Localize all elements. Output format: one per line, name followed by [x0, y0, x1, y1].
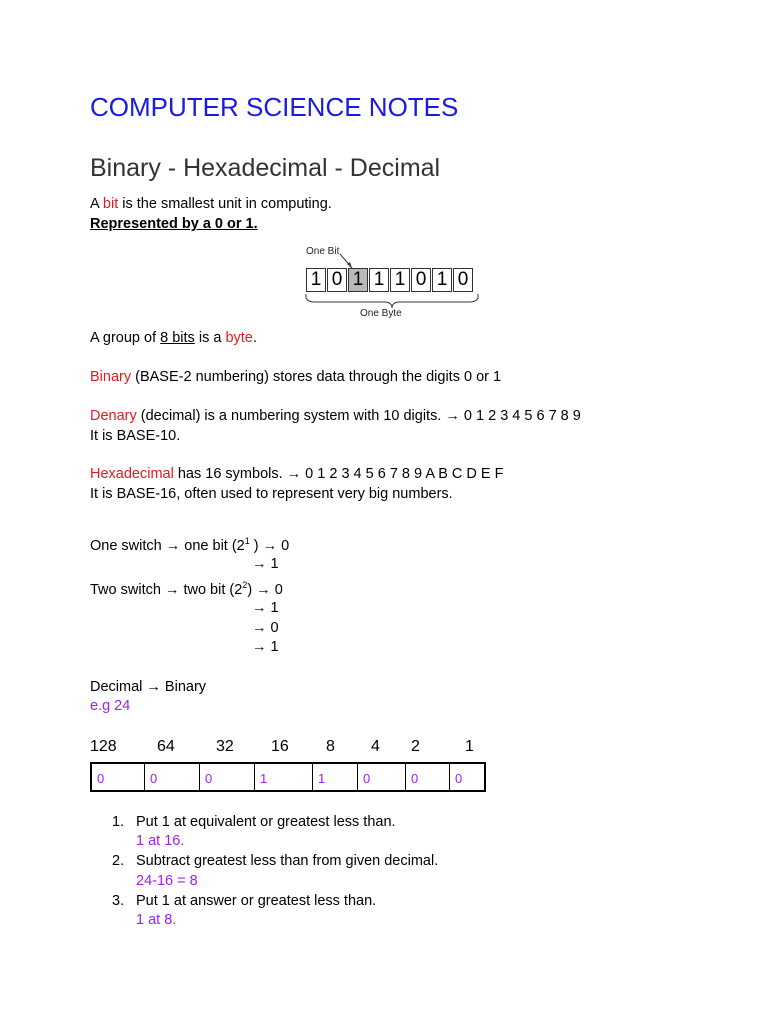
two-switch-exponent: 2: [242, 580, 248, 590]
bit-cell: 0: [411, 268, 431, 292]
one-switch-line: [90, 536, 289, 554]
step-text: Put 1 at equivalent or greatest less than.: [136, 814, 396, 830]
hex-base: It is BASE-16, often used to represent very big numbers.: [90, 486, 453, 502]
step-note: 1 at 8.: [136, 912, 177, 928]
section-heading: Binary - Hexadecimal - Decimal: [90, 154, 441, 182]
byte-definition: [90, 330, 257, 346]
step-text: Put 1 at answer or greatest less than.: [136, 893, 377, 909]
one-switch-output: ) → 0: [249, 537, 290, 554]
two-switch-line: [90, 580, 283, 598]
table-cell: 0: [358, 764, 406, 790]
conversion-title: Decimal → Binary: [90, 679, 207, 695]
step-number: 1.: [112, 814, 125, 830]
represented-text: Represented by a 0 or 1.: [90, 216, 258, 232]
bit-cell: 1: [369, 268, 389, 292]
denary-definition: [90, 408, 581, 424]
binary-text: (BASE-2 numbering) stores data through the digits 0 or 1: [131, 369, 502, 385]
denary-base: It is BASE-10.: [90, 428, 181, 444]
power-64: 64: [157, 738, 175, 755]
table-cell: 0: [145, 764, 200, 790]
power-header-row: [90, 738, 490, 760]
bit-term: bit: [102, 196, 119, 212]
step-text: Subtract greatest less than from given decimal.: [136, 853, 439, 869]
one-switch-exponent: 1: [244, 536, 250, 546]
power-128: 128: [90, 738, 117, 755]
example-value: e.g 24: [90, 698, 131, 714]
table-cell: 1: [313, 764, 358, 790]
bit-suffix: is the smallest unit in computing.: [118, 196, 332, 212]
table-cell: 0: [92, 764, 145, 790]
denary-term: Denary: [90, 408, 137, 424]
table-cell: 0: [406, 764, 450, 790]
bit-prefix: A: [90, 196, 103, 212]
power-4: 4: [371, 738, 380, 755]
byte-mid: is a: [194, 330, 226, 346]
one-bit-label: One Bit: [306, 246, 340, 257]
one-byte-label: One Byte: [360, 308, 402, 319]
bit-cell: 1: [390, 268, 410, 292]
two-switch-text: Two switch → two bit (2: [90, 581, 243, 598]
bit-cell: 0: [453, 268, 473, 292]
two-switch-out-2: → 0: [252, 620, 279, 636]
bit-definition: [90, 196, 332, 212]
denary-text: (decimal) is a numbering system with 10 digits. → 0 1 2 3 4 5 6 7 8 9: [136, 408, 581, 424]
step-note: 24-16 = 8: [136, 873, 198, 889]
bit-cell: 0: [327, 268, 347, 292]
power-1: 1: [465, 738, 474, 755]
two-switch-out-3: → 1: [252, 639, 279, 655]
byte-suffix: .: [252, 330, 257, 346]
bit-cell: 1: [432, 268, 452, 292]
binary-definition: [90, 369, 501, 385]
table-cell: 0: [200, 764, 255, 790]
step-number: 2.: [112, 853, 125, 869]
byte-term: byte: [225, 330, 253, 346]
binary-table: [90, 762, 486, 792]
bit-cell: 1: [348, 268, 368, 292]
binary-term: Binary: [90, 369, 132, 385]
bit-cell: 1: [306, 268, 326, 292]
hex-text: has 16 symbols. → 0 1 2 3 4 5 6 7 8 9 A B C D E F: [173, 466, 504, 482]
bit-byte-diagram: [300, 240, 484, 324]
step-note: 1 at 16.: [136, 833, 185, 849]
table-cell: 1: [255, 764, 313, 790]
hex-term: Hexadecimal: [90, 466, 174, 482]
one-switch-text: One switch → one bit (2: [90, 537, 245, 554]
power-32: 32: [216, 738, 234, 755]
power-8: 8: [326, 738, 335, 755]
one-switch-out-1: → 1: [252, 556, 279, 572]
two-switch-out-1: → 1: [252, 600, 279, 616]
table-cell: 0: [455, 771, 463, 786]
hex-definition: [90, 466, 503, 482]
power-2: 2: [411, 738, 420, 755]
power-16: 16: [271, 738, 289, 755]
byte-prefix: A group of: [90, 330, 161, 346]
step-number: 3.: [112, 893, 125, 909]
eight-bits-term: 8 bits: [160, 330, 195, 346]
two-switch-output: ) → 0: [247, 581, 283, 598]
page-title: COMPUTER SCIENCE NOTES: [90, 92, 459, 122]
